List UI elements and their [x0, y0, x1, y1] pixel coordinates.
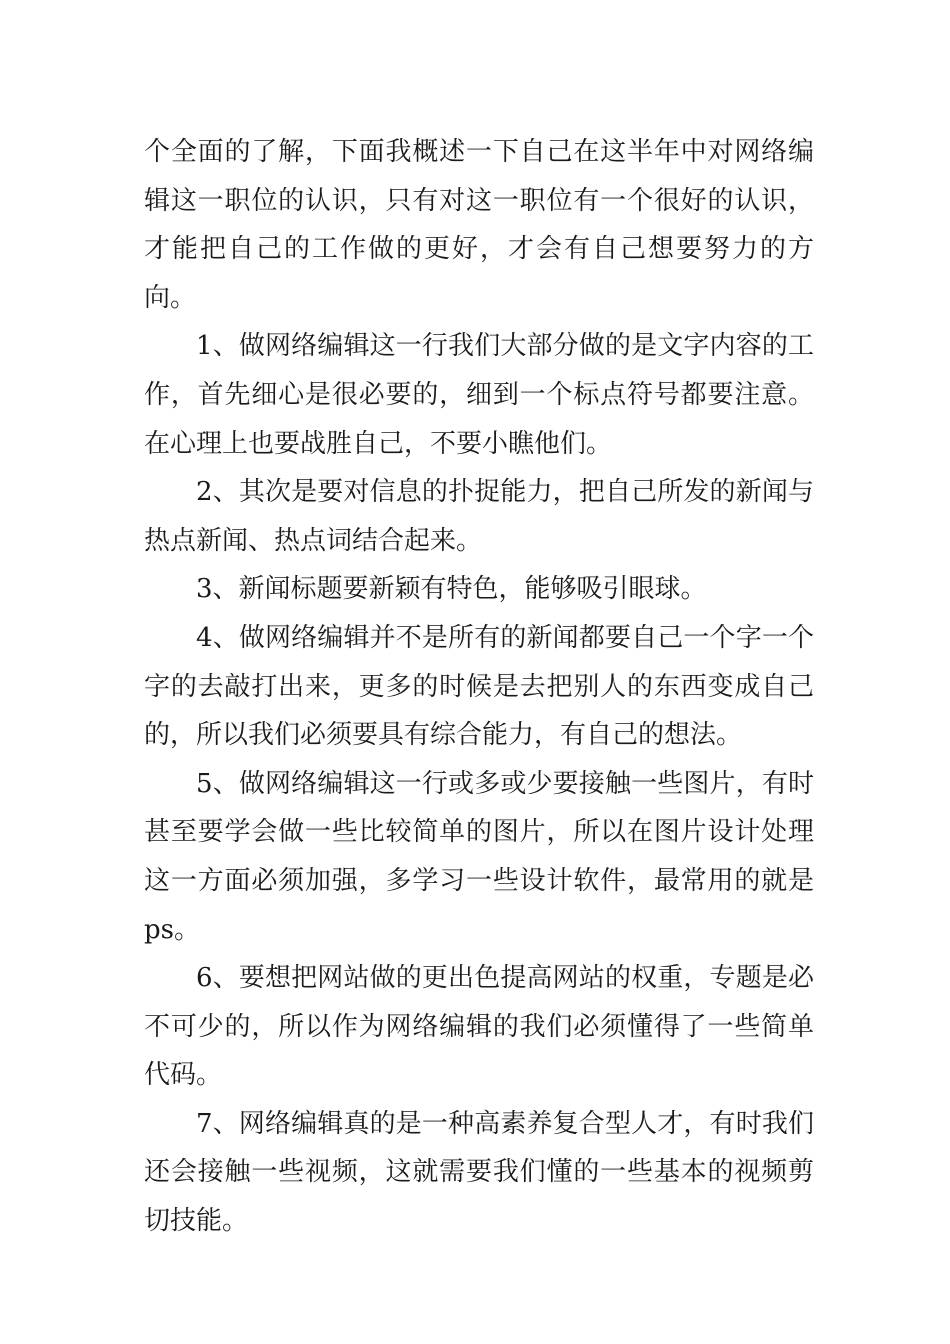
paragraph-item-5: 5、做网络编辑这一行或多或少要接触一些图片，有时甚至要学会做一些比较简单的图片，所以在图片设计处理这一方面必须加强，多学习一些设计软件，最常用的就是ps。 [144, 768, 814, 945]
paragraph-item-3: 3、新闻标题要新颖有特色，能够吸引眼球。 [196, 574, 707, 605]
paragraph-item-4: 4、做网络编辑并不是所有的新闻都要自己一个字一个字的去敲打出来，更多的时候是去把别人的东西变成自己的，所以我们必须要具有综合能力，有自己的想法。 [144, 622, 814, 751]
paragraph-item-6: 6、要想把网站做的更出色提高网站的权重，专题是必不可少的，所以作为网络编辑的我们必须懂得了一些简单代码。 [144, 963, 814, 1091]
paragraph-item-1: 1、做网络编辑这一行我们大部分做的是文字内容的工作，首先细心是很必要的，细到一个标点符号都要注意。在心理上也要战胜自己，不要小瞧他们。 [144, 331, 814, 459]
paragraph-item-7: 7、网络编辑真的是一种高素养复合型人才，有时我们还会接触一些视频，这就需要我们懂的一些基本的视频剪切技能。 [144, 1108, 814, 1237]
paragraph-item-2: 2、其次是要对信息的扑捉能力，把自己所发的新闻与热点新闻、热点词结合起来。 [144, 477, 814, 556]
document-body [144, 128, 814, 1246]
paragraph-intro: 个全面的了解，下面我概述一下自己在这半年中对网络编辑这一职位的认识，只有对这一职位有一个很好的认识，才能把自己的工作做的更好，才会有自己想要努力的方向。 [144, 137, 814, 313]
